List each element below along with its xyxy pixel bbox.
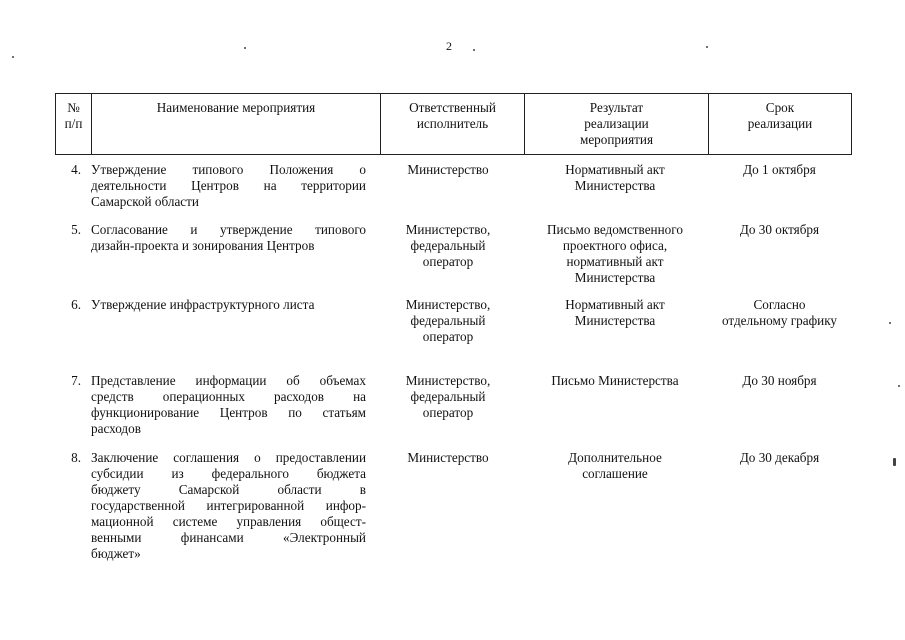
result-line: нормативный акт <box>566 254 664 269</box>
row-responsible <box>380 162 516 178</box>
scan-speck <box>12 56 14 58</box>
header-num-line: п/п <box>64 116 83 131</box>
activity-line: венными финансами «Электронный <box>91 530 366 545</box>
result-line: соглашение <box>582 466 648 481</box>
row-responsible <box>380 297 516 345</box>
row-result <box>524 222 706 286</box>
header-result-line: мероприятия <box>579 132 654 147</box>
row-number: 5. <box>71 222 81 237</box>
result-line: Министерства <box>574 313 656 328</box>
row-number: 8. <box>71 450 81 465</box>
responsible-line: федеральный <box>410 389 486 404</box>
activity-line: Самарской области <box>91 194 199 209</box>
row-result <box>524 450 706 482</box>
row-activity-name <box>91 222 366 254</box>
activity-line: субсидии из федерального бюджета <box>91 466 366 481</box>
activity-line: средств операционных расходов на <box>91 389 366 404</box>
row-responsible <box>380 222 516 270</box>
row-activity-name <box>91 450 366 562</box>
responsible-line: федеральный <box>410 238 486 253</box>
header-num-line: № <box>67 100 80 115</box>
row-term <box>708 297 851 329</box>
row-result <box>524 373 706 389</box>
row-term <box>708 450 851 466</box>
header-responsible-line: исполнитель <box>416 116 489 131</box>
activity-line: дизайн-проекта и зонирования Центров <box>91 238 315 253</box>
responsible-line: федеральный <box>410 313 486 328</box>
table-header <box>55 93 852 155</box>
responsible-line: оператор <box>422 329 474 344</box>
row-number: 6. <box>71 297 81 312</box>
header-name <box>92 94 380 154</box>
activity-line: Утверждение инфраструктурного листа <box>91 297 315 312</box>
activity-line: Представление информации об объемах <box>91 373 366 388</box>
header-term <box>709 94 851 154</box>
responsible-line: Министерство <box>407 450 489 465</box>
scan-speck <box>889 322 891 324</box>
scan-speck <box>706 46 708 48</box>
activity-line: государственной интегрированной инфор- <box>91 498 366 513</box>
row-number: 7. <box>71 373 81 388</box>
term-line: отдельному графику <box>721 313 838 328</box>
row-term <box>708 373 851 389</box>
row-result <box>524 162 706 194</box>
header-result <box>525 94 708 154</box>
activity-line: Утверждение типового Положения о <box>91 162 366 177</box>
scan-speck <box>244 47 246 49</box>
header-term-line: Срок <box>765 100 795 115</box>
row-activity-name <box>91 297 366 313</box>
row-result <box>524 297 706 329</box>
result-line: проектного офиса, <box>562 238 668 253</box>
activity-line: мационной системе управления общест- <box>91 514 366 529</box>
result-line: Письмо Министерства <box>551 373 679 388</box>
row-number: 4. <box>71 162 81 177</box>
term-line: До 30 октября <box>739 222 820 237</box>
row-activity-name <box>91 373 366 437</box>
scan-speck <box>898 385 900 387</box>
header-responsible-line: Ответственный <box>409 100 496 115</box>
result-line: Письмо ведомственного <box>547 222 683 237</box>
responsible-line: Министерство, <box>405 373 491 388</box>
scan-speck <box>473 49 475 51</box>
header-term-line: реализации <box>747 116 813 131</box>
responsible-line: оператор <box>422 254 474 269</box>
result-line: Министерства <box>574 270 656 285</box>
row-activity-name <box>91 162 366 210</box>
result-line: Нормативный акт <box>565 162 665 177</box>
header-result-line: Результат <box>589 100 644 115</box>
header-name-line: Наименование мероприятия <box>156 100 316 115</box>
term-line: Согласно <box>753 297 806 312</box>
scan-speck <box>893 458 896 466</box>
result-line: Дополнительное <box>568 450 662 465</box>
activity-line: бюджет» <box>91 546 141 561</box>
row-term <box>708 222 851 238</box>
header-responsible <box>381 94 524 154</box>
result-line: Министерства <box>574 178 656 193</box>
term-line: До 1 октября <box>743 162 816 177</box>
activity-line: деятельности Центров на территории <box>91 178 366 193</box>
result-line: Нормативный акт <box>565 297 665 312</box>
header-result-line: реализации <box>584 116 649 131</box>
responsible-line: оператор <box>422 405 474 420</box>
term-line: До 30 декабря <box>739 450 820 465</box>
activity-line: функционирование Центров по статьям <box>91 405 366 420</box>
page-number: 2 <box>446 39 452 53</box>
row-responsible <box>380 450 516 466</box>
header-num <box>56 94 91 154</box>
responsible-line: Министерство, <box>405 297 491 312</box>
term-line: До 30 ноября <box>742 373 817 388</box>
responsible-line: Министерство <box>407 162 489 177</box>
activity-line: расходов <box>91 421 141 436</box>
activity-line: бюджету Самарской области в <box>91 482 366 497</box>
responsible-line: Министерство, <box>405 222 491 237</box>
activity-line: Заключение соглашения о предоставлении <box>91 450 366 465</box>
row-responsible <box>380 373 516 421</box>
row-term <box>708 162 851 178</box>
activity-line: Согласование и утверждение типового <box>91 222 366 237</box>
